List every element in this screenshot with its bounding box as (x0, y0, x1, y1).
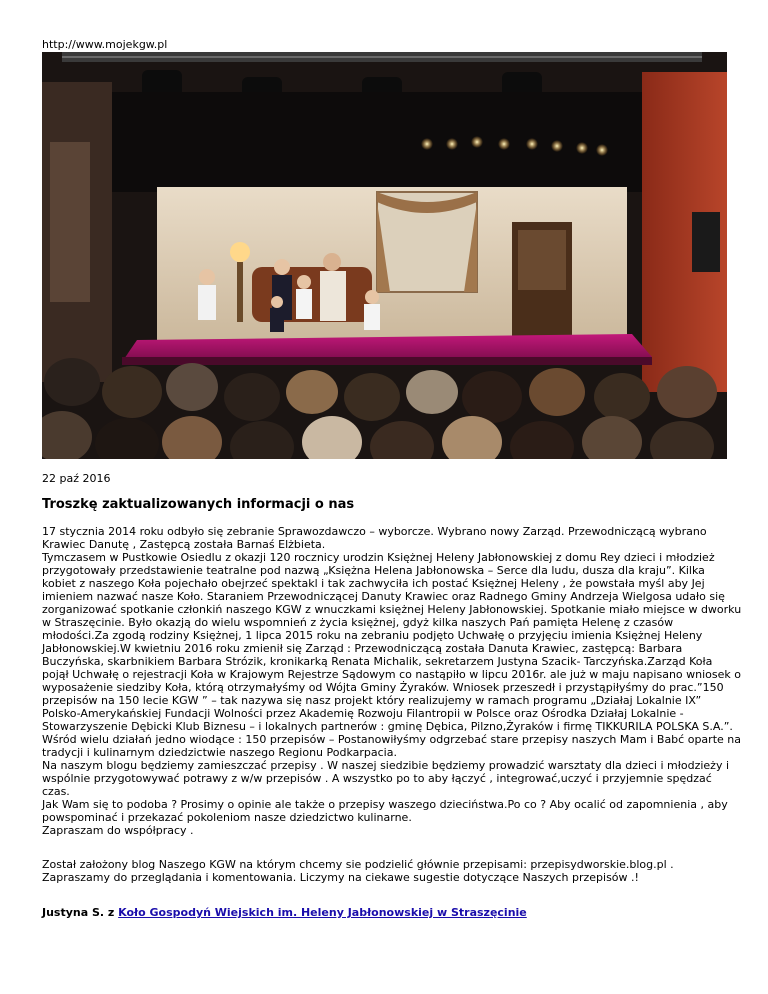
post-title: Troszkę zaktualizowanych informacji o nas (42, 497, 355, 512)
page-url: http://www.mojekgw.pl (42, 38, 168, 51)
post-paragraph: Na naszym blogu będziemy zamieszczać przepisy . W naszej siedzibie będziemy prowadzić warsztaty dla dzieci i młodzieży i wspólnie przygotowywać potrawy z w/w przepisów . A wszystko po to aby łączyć , integrować,uczyć i przyjemnie spędzać czas. (42, 759, 730, 798)
blog-note: Został założony blog Naszego KGW na którym chcemy sie podzielić głównie przepisami: przepisydworskie.blog.pl . Zapraszamy do przeglądania i komentowania. Liczymy na ciekawe sugestie dotyczące Naszych przepisów .! (42, 858, 674, 884)
author-connector: z (104, 906, 119, 919)
group-link[interactable]: Koło Gospodyń Wiejskich im. Heleny Jabłonowskiej w Straszęcinie (118, 906, 527, 919)
post-paragraph: 17 stycznia 2014 roku odbyło się zebranie Sprawozdawczo – wyborcze. Wybrano nowy Zarząd. Przewodniczącą wybrano Krawiec Danutę , Zastępcą została Barnaś Elżbieta. (42, 525, 707, 551)
theater-stage-photo (42, 52, 727, 459)
post-paragraph: Jak Wam się to podoba ? Prosimy o opinie ale także o przepisy waszego dzieciństwa.Po co ? Aby ocalić od zapomnienia , aby powspominać i przekazać pokoleniom nasze dziedzictwo kulinarne. (42, 798, 728, 824)
post-date: 22 paź 2016 (42, 472, 111, 485)
post-paragraph: Zapraszam do współpracy . (42, 824, 194, 837)
author-name: Justyna S. (42, 906, 105, 919)
post-paragraph: Tymczasem w Pustkowie Osiedlu z okazji 120 rocznicy urodzin Księżnej Heleny Jabłonowskiej z domu Rey dzieci i młodzież przygotowały przedstawienie teatralne pod nazwą „Księżna Helena Jabłonowska – Serce dla ludu, dusza dla kraju”. Kilka kobiet z naszego Koła pojechało obejrzeć spektakl i tak zachwyciła ich postać Księżnej Heleny , że powstała myśl aby Jej imieniem nazwać nasze Koło. Staraniem Przewodniczącej Danuty Krawiec oraz Radnego Gminy Andrzeja Wielgosa udało się zorganizować spotkanie członkiń naszego KGW z wnuczkami księżnej Heleny Jabłonowskiej. Spotkanie miało miejsce w dworku w Straszęcinie. Było okazją do wielu wspomnień z życia księżnej, gdyż kilka naszych Pań pamięta Helenę z czasów młodości.Za zgodą rodziny Księżnej, 1 lipca 2015 roku na zebraniu podjęto Uchwałę o przyjęciu imienia Księżnej Heleny Jabłonowskiej.W kwietniu 2016 roku zmienił się Zarząd : Przewodniczącą została Danuta Krawiec, zastępcą: Barbara Buczyńska, skarbnikiem Barbara Strózik, kronikarką Renata Michalik, sekretarzem Justyna Szacik- Tarczyńska.Zarząd Koła pojął Uchwałę o rejestracji Koła w Krajowym Rejestrze Sądowym co nastąpiło w lipcu 2016r. ale już w maju napisano wniosek o wyposażenie siedziby Koła, którą otrzymałyśmy od Wójta Gminy Żyraków. Wniosek przeszedł i przystąpiłyśmy do prac.”150 przepisów na 150 lecie KGW ” – tak nazywa się nasz projekt który realizujemy w ramach programu „Działaj Lokalnie IX” Polsko-Amerykańskiej Fundacji Wolności przez Akademię Rozwoju Filantropii w Polsce oraz Ośrodka Działaj Lokalnie -Stowarzyszenie Dębicki Klub Biznesu – i lokalnych partnerów : gminę Dębica, Pilzno,Żyraków i firmę TIKKURILA POLSKA S.A.”. Wśród wielu działań jedno wiodące : 150 przepisów – Postanowiłyśmy odgrzebać stare przepisy naszych Mam i Babć oparte na tradycji i kulinarnym dziedzictwie naszego Regionu Podkarpacia. (42, 551, 742, 759)
post-body (42, 525, 742, 837)
post-signature (42, 906, 527, 920)
